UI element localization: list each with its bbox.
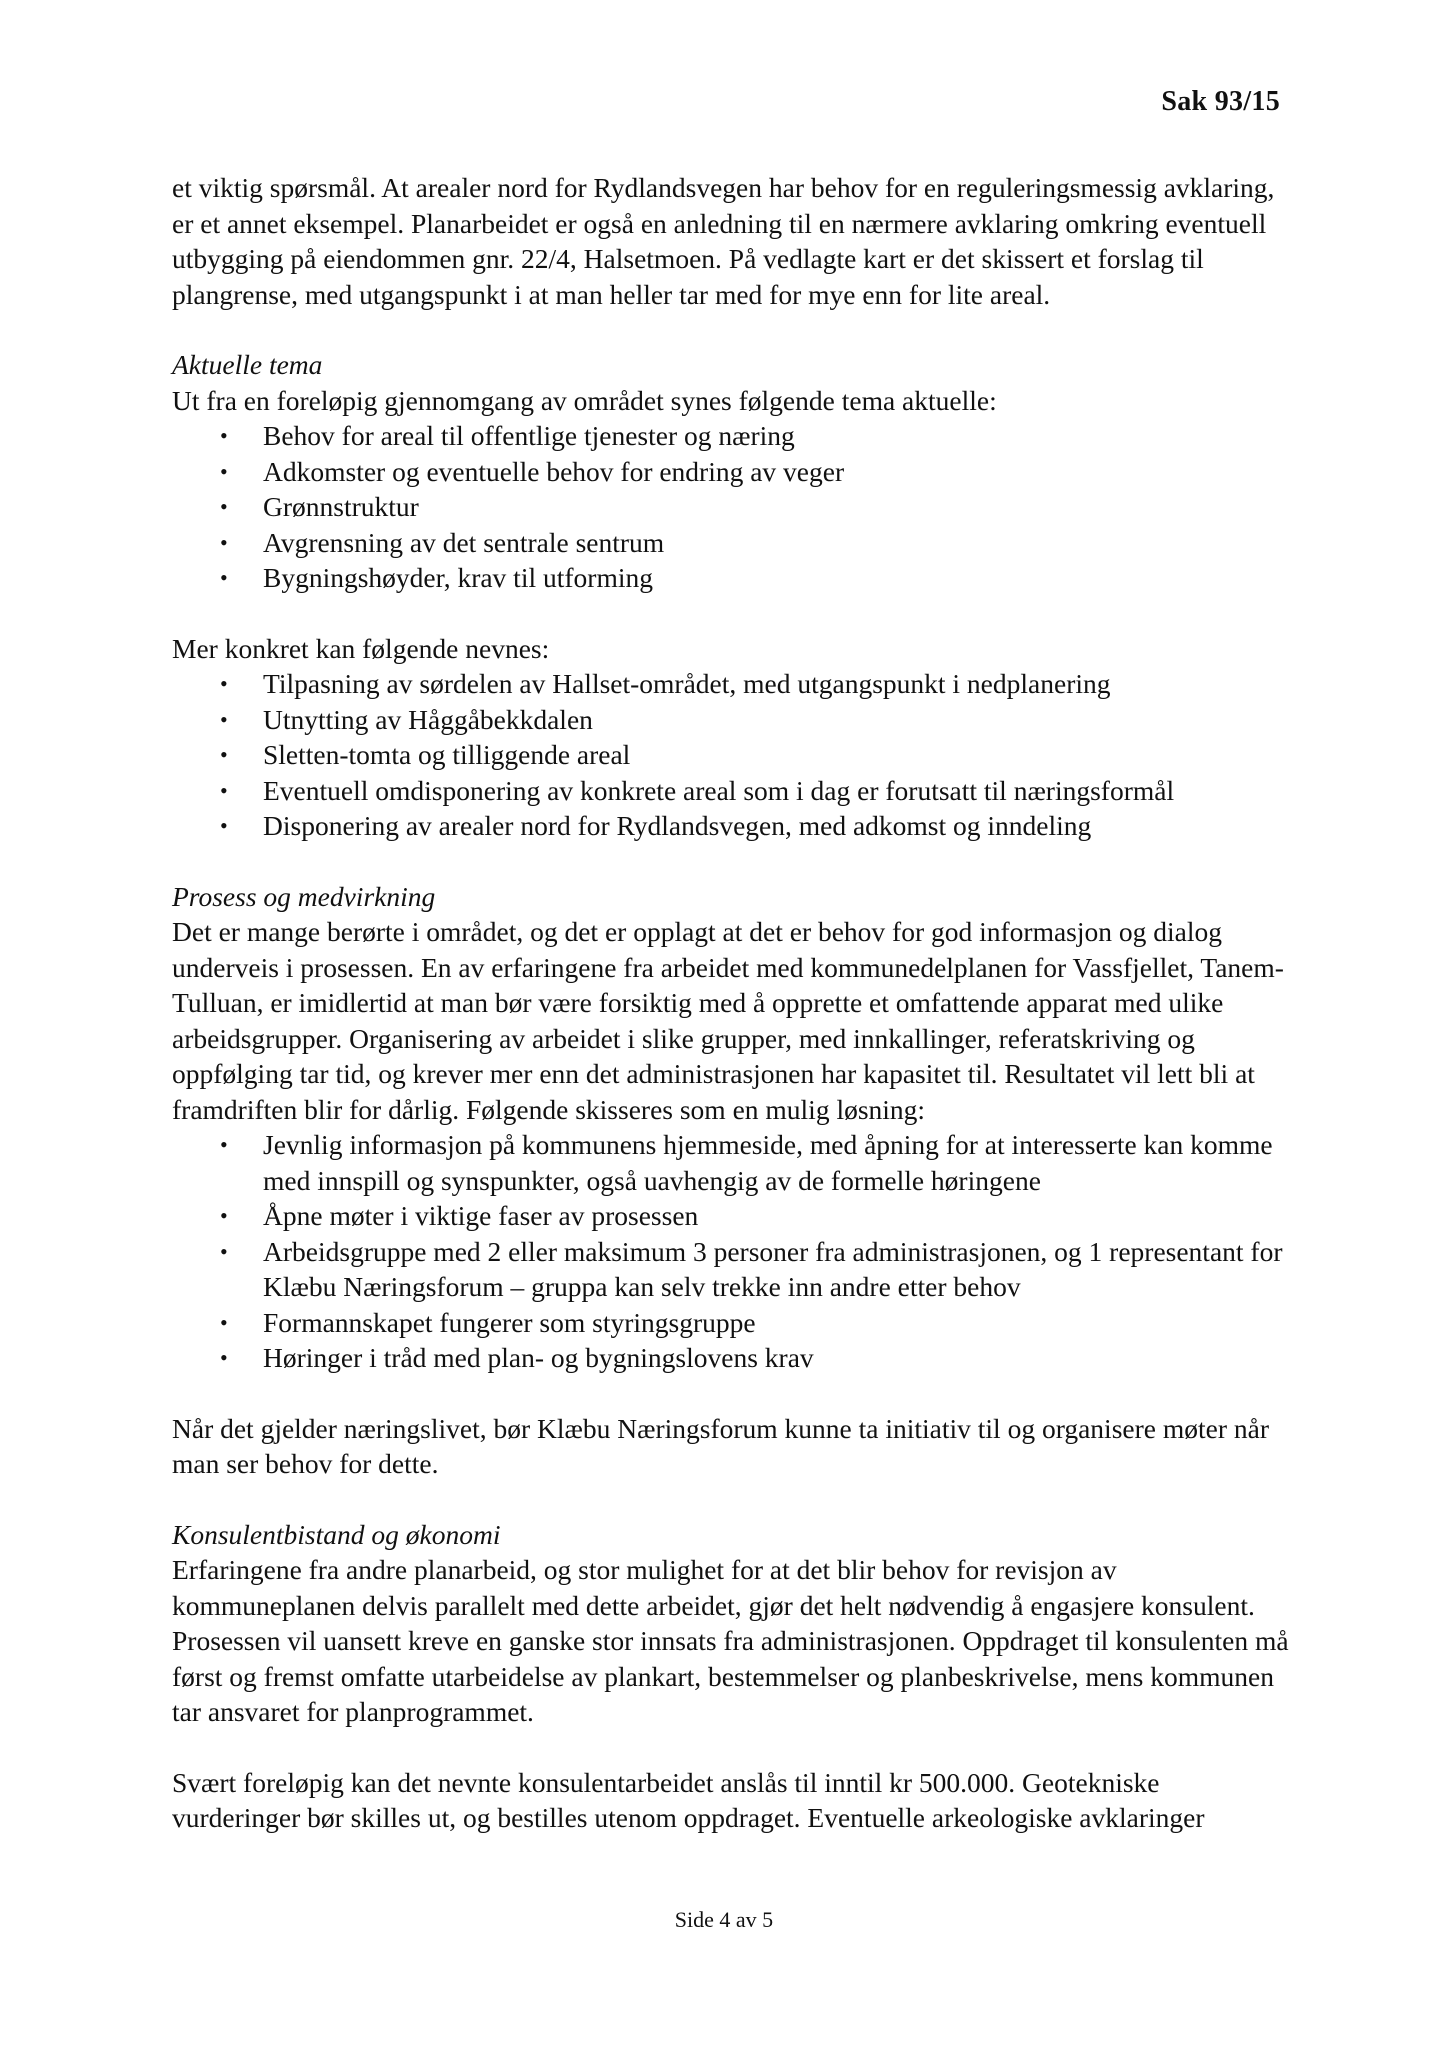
- heading-prosess-og-medvirkning: Prosess og medvirkning: [172, 880, 436, 912]
- list-item: • Avgrensning av det sentrale sentrum: [172, 525, 1292, 561]
- bullet-icon: •: [220, 529, 228, 555]
- case-number-header: Sak 93/15: [1161, 86, 1280, 117]
- bullet-icon: •: [220, 1345, 228, 1370]
- konkret-list: [172, 666, 1292, 844]
- naeringsliv-paragraph: Når det gjelder næringslivet, bør Klæbu Næringsforum kunne ta initiativ til og organisere møter når man ser behov for dette.: [172, 1412, 1269, 1479]
- list-item: • Jevnlig informasjon på kommunens hjemmeside, med åpning for at interesserte kan komme med innspill og synspunkter, også uavhengig av de formelle høringene: [220, 1129, 1273, 1196]
- bullet-icon: •: [220, 423, 228, 448]
- bullet-icon: •: [220, 742, 228, 767]
- bullet-icon: •: [220, 1132, 228, 1157]
- prosess-list: [172, 1127, 1292, 1376]
- bullet-icon: •: [220, 706, 228, 732]
- list-item: • Disponering av arealer nord for Rydlandsvegen, med adkomst og inndeling: [172, 808, 1292, 844]
- heading-konsulentbistand: Konsulentbistand og økonomi: [172, 1518, 501, 1550]
- bullet-icon: •: [220, 458, 228, 484]
- document-body: [172, 170, 1292, 1836]
- bullet-icon: •: [220, 1309, 228, 1335]
- bullet-icon: •: [220, 494, 228, 519]
- list-item: • Bygningshøyder, krav til utforming: [172, 560, 1292, 596]
- list-item: • Utnytting av Håggåbekkdalen: [172, 702, 1292, 738]
- bullet-icon: •: [220, 671, 228, 696]
- tema-lead: Ut fra en foreløpig gjennomgang av området synes følgende tema aktuelle:: [172, 384, 997, 416]
- page-number-footer: Side 4 av 5: [674, 1907, 774, 1932]
- konsulent-body: Erfaringene fra andre planarbeid, og stor mulighet for at det blir behov for revisjon av kommuneplanen delvis parallelt med dette arbeidet, gjør det helt nødvendig å engasjere konsulent. Prosessen vil uansett kreve en ganske stor innsats fra administrasjonen. Oppdraget til konsulenten må først og fremst omfatte utarbeidelse av plankart, bestemmelser og planbeskrivelse, mens kommunen tar ansvaret for planprogrammet.: [172, 1554, 1289, 1727]
- konkret-lead: Mer konkret kan følgende nevnes:: [172, 632, 550, 664]
- bullet-icon: •: [220, 777, 228, 803]
- bullet-icon: •: [220, 813, 228, 838]
- bullet-icon: •: [220, 1203, 228, 1228]
- bullet-icon: •: [220, 1238, 228, 1264]
- list-item: • Eventuell omdisponering av konkrete areal som i dag er forutsatt til næringsformål: [172, 773, 1292, 809]
- list-item: • Grønnstruktur: [172, 489, 1292, 525]
- bullet-icon: •: [220, 565, 228, 590]
- list-item: • Åpne møter i viktige faser av prosessen: [172, 1198, 1292, 1234]
- list-item: • Adkomster og eventuelle behov for endring av veger: [172, 454, 1292, 490]
- prosess-body: Det er mange berørte i området, og det er opplagt at det er behov for god informasjon og dialog underveis i prosessen. En av erfaringene fra arbeidet med kommunedelplanen for Vassfjellet, Tanem-Tulluan, er imidlertid at man bør være forsiktig med å opprette et omfattende apparat med ulike arbeidsgrupper. Organisering av arbeidet i slike grupper, med innkallinger, referatskriving og oppfølging tar tid, og krever mer enn det administrasjonen har kapasitet til. Resultatet vil lett bli at framdriften blir for dårlig. Følgende skisseres som en mulig løsning:: [172, 916, 1284, 1125]
- list-item: • Formannskapet fungerer som styringsgruppe: [172, 1305, 1292, 1341]
- heading-aktuelle-tema: Aktuelle tema: [172, 349, 323, 380]
- list-item: • Høringer i tråd med plan- og bygningslovens krav: [172, 1340, 1292, 1376]
- intro-paragraph: et viktig spørsmål. At arealer nord for Rydlandsvegen har behov for en reguleringsmessig avklaring, er et annet eksempel. Planarbeidet er også en anledning til en nærmere avklaring omkring eventuell utbygging på eiendommen gnr. 22/4, Halsetmoen. På vedlagte kart er det skissert et forslag til plangrense, med utgangspunkt i at man heller tar med for mye enn for lite areal.: [172, 172, 1275, 310]
- list-item: • Behov for areal til offentlige tjenester og næring: [172, 418, 1292, 454]
- list-item: • Arbeidsgruppe med 2 eller maksimum 3 personer fra administrasjonen, og 1 representant for Klæbu Næringsforum – gruppa kan selv trekke inn andre etter behov: [220, 1235, 1283, 1302]
- list-item: • Tilpasning av sørdelen av Hallset-området, med utgangspunkt i nedplanering: [172, 666, 1292, 702]
- kostnad-paragraph: Svært foreløpig kan det nevnte konsulentarbeidet anslås til inntil kr 500.000. Geotekniske vurderinger bør skilles ut, og bestilles utenom oppdraget. Eventuelle arkeologiske avklaringer: [172, 1766, 1205, 1833]
- tema-list: [172, 418, 1292, 596]
- list-item: • Sletten-tomta og tilliggende areal: [172, 737, 1292, 773]
